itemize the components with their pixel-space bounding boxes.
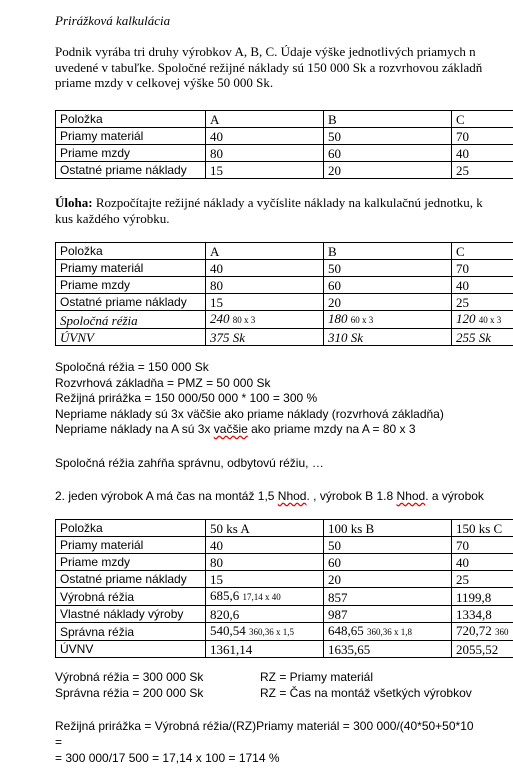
row-label: Priamy materiál [56,260,206,277]
header-cell: Položka [56,243,206,260]
header-cell: A [206,243,324,260]
row-label: ÚVNV [56,641,206,658]
calc-line-6: Spoločná réžia zahŕňa správnu, odbytovú réžiu, … [55,456,324,470]
table-row [56,554,513,571]
row-label: Priame mzdy [56,554,206,571]
table-row [56,571,513,588]
row-label: Správna réžia [56,623,206,641]
table-cell: 857 [324,588,452,606]
row-label: Ostatné priame náklady [56,571,206,588]
table-cell: 40 [452,277,513,294]
task-line-1 [55,195,483,211]
header-cell: B [324,243,452,260]
table-cell: 15 [206,162,324,179]
table-header-row [56,520,513,537]
table-row-admin-overhead [56,623,513,641]
summary-rz-time: RZ = Čas na montáž všetkých výrobkov [260,686,472,700]
table-cell: 80 [206,145,324,162]
table-cell: 310 Sk [324,329,452,346]
table-row-uvnv [56,641,513,658]
table-cell: 80 [206,277,324,294]
table-cell: 50 [324,537,452,554]
calc-line-3: Režijná prirážka = 150 000/50 000 * 100 = 300 % [55,391,318,405]
task-label: Úloha: [55,195,93,210]
table-cell: 820,6 [206,606,324,623]
table-cell: 70 [452,260,513,277]
table-cell: 15 [206,294,324,311]
table-row [56,260,513,277]
table-cell: 50 [324,128,452,145]
row-label: Priamy materiál [56,537,206,554]
summary-admin-overhead: Správna réžia = 200 000 Sk [55,686,204,700]
table-cell: 25 [452,162,513,179]
header-cell: Položka [56,111,206,128]
table-cell: 40 [206,537,324,554]
table-row-uvnv [56,329,513,346]
header-cell: A [206,111,324,128]
table-cell: 648,65 360,36 x 1,8 [324,623,452,641]
table-row [56,128,513,145]
table-product-costs [55,110,513,179]
row-label: Ostatné priame náklady [56,294,206,311]
task-text: Rozpočítajte režijné náklady a vyčíslite náklady na kalkulačnú jednotku, k [92,195,483,210]
table-cell: 40 [452,145,513,162]
intro-line-1: Podnik vyrába tri druhy výrobkov A, B, C. Údaje výške jednotlivých priamych n [55,44,476,59]
table-cost-calculation [55,519,513,658]
table-row [56,537,513,554]
document-title: Prirážková kalkulácia [55,13,171,28]
table-cell: 1334,8 [452,606,513,623]
table-cell: 1361,14 [206,641,324,658]
table-cell: 255 Sk [452,329,513,346]
formula-line-2: = [55,735,63,749]
table-cell: 60 [324,277,452,294]
row-label: Výrobná réžia [56,588,206,606]
table-row [56,145,513,162]
table-cell: 540,54 360,36 x 1,5 [206,623,324,641]
calc-line-1: Spoločná réžia = 150 000 Sk [55,360,209,374]
header-cell: C [452,243,513,260]
row-label: Priamy materiál [56,128,206,145]
table-cell: 40 [206,260,324,277]
summary-production-overhead: Výrobná réžia = 300 000 Sk [55,670,204,684]
table-cell: 375 Sk [206,329,324,346]
table-row-production-overhead [56,588,513,606]
table-cell: 720,72 360 [452,623,513,641]
table-cell: 1199,8 [452,588,513,606]
table-cell: 2055,52 [452,641,513,658]
table-cell: 40 [452,554,513,571]
table-cell: 20 [324,294,452,311]
header-cell: C [452,111,513,128]
table-cell: 20 [324,162,452,179]
table-cell: 180 60 x 3 [324,311,452,329]
table-cell: 25 [452,571,513,588]
table-row [56,294,513,311]
table-cell: 987 [324,606,452,623]
formula-line-3: = 300 000/17 500 = 17,14 x 100 = 1714 % [55,751,280,765]
table-cell: 70 [452,537,513,554]
summary-rz-material: RZ = Priamy materiál [260,670,374,684]
task-line-2: kus každého výrobku. [55,210,170,226]
row-label: Vlastné náklady výroby [56,606,206,623]
table-cell: 60 [324,145,452,162]
intro-line-2: uvedené v tabuľke. Spoločné režijné náklady sú 150 000 Sk a rozvrhovou základň [55,59,483,75]
table-row-own-costs [56,606,513,623]
row-label: ÚVNV [56,329,206,346]
point-2-line: 2. jeden výrobok A má čas na montáž 1,5 Nhod. , výrobok B 1.8 Nhod. a výrobok [55,489,484,503]
table-cell: 50 [324,260,452,277]
table-cell: 40 [206,128,324,145]
formula-line-1: Režijná prirážka = Výrobná réžia/(RZ)Priamy materiál = 300 000/(40*50+50*10 [55,719,474,733]
row-label: Priame mzdy [56,277,206,294]
header-cell: 50 ks A [206,520,324,537]
table-header-row [56,111,513,128]
table-cell: 240 80 x 3 [206,311,324,329]
row-label: Spoločná réžia [56,311,206,329]
table-header-row [56,243,513,260]
row-label: Priame mzdy [56,145,206,162]
table-cell: 15 [206,571,324,588]
table-cell: 25 [452,294,513,311]
table-row-overhead [56,311,513,329]
table-row [56,277,513,294]
header-cell: 100 ks B [324,520,452,537]
calc-line-4: Nepriame náklady sú 3x väčšie ako priame náklady (rozvrhová základňa) [55,406,444,421]
table-overhead-allocation [55,242,513,346]
table-cell: 60 [324,554,452,571]
row-label: Ostatné priame náklady [56,162,206,179]
table-cell: 20 [324,571,452,588]
intro-line-3: priame mzdy v celkovej výške 50 000 Sk. [55,75,274,90]
calc-line-5: Nepriame náklady na A sú 3x vačšie ako priame mzdy na A = 80 x 3 [55,422,416,436]
table-cell: 120 40 x 3 [452,311,513,329]
header-cell: B [324,111,452,128]
header-cell: 150 ks C [452,520,513,537]
table-cell: 1635,65 [324,641,452,658]
table-cell: 80 [206,554,324,571]
header-cell: Položka [56,520,206,537]
table-row [56,162,513,179]
table-cell: 685,6 17,14 x 40 [206,588,324,606]
calc-line-2: Rozvrhová základňa = PMZ = 50 000 Sk [55,375,271,390]
table-cell: 70 [452,128,513,145]
